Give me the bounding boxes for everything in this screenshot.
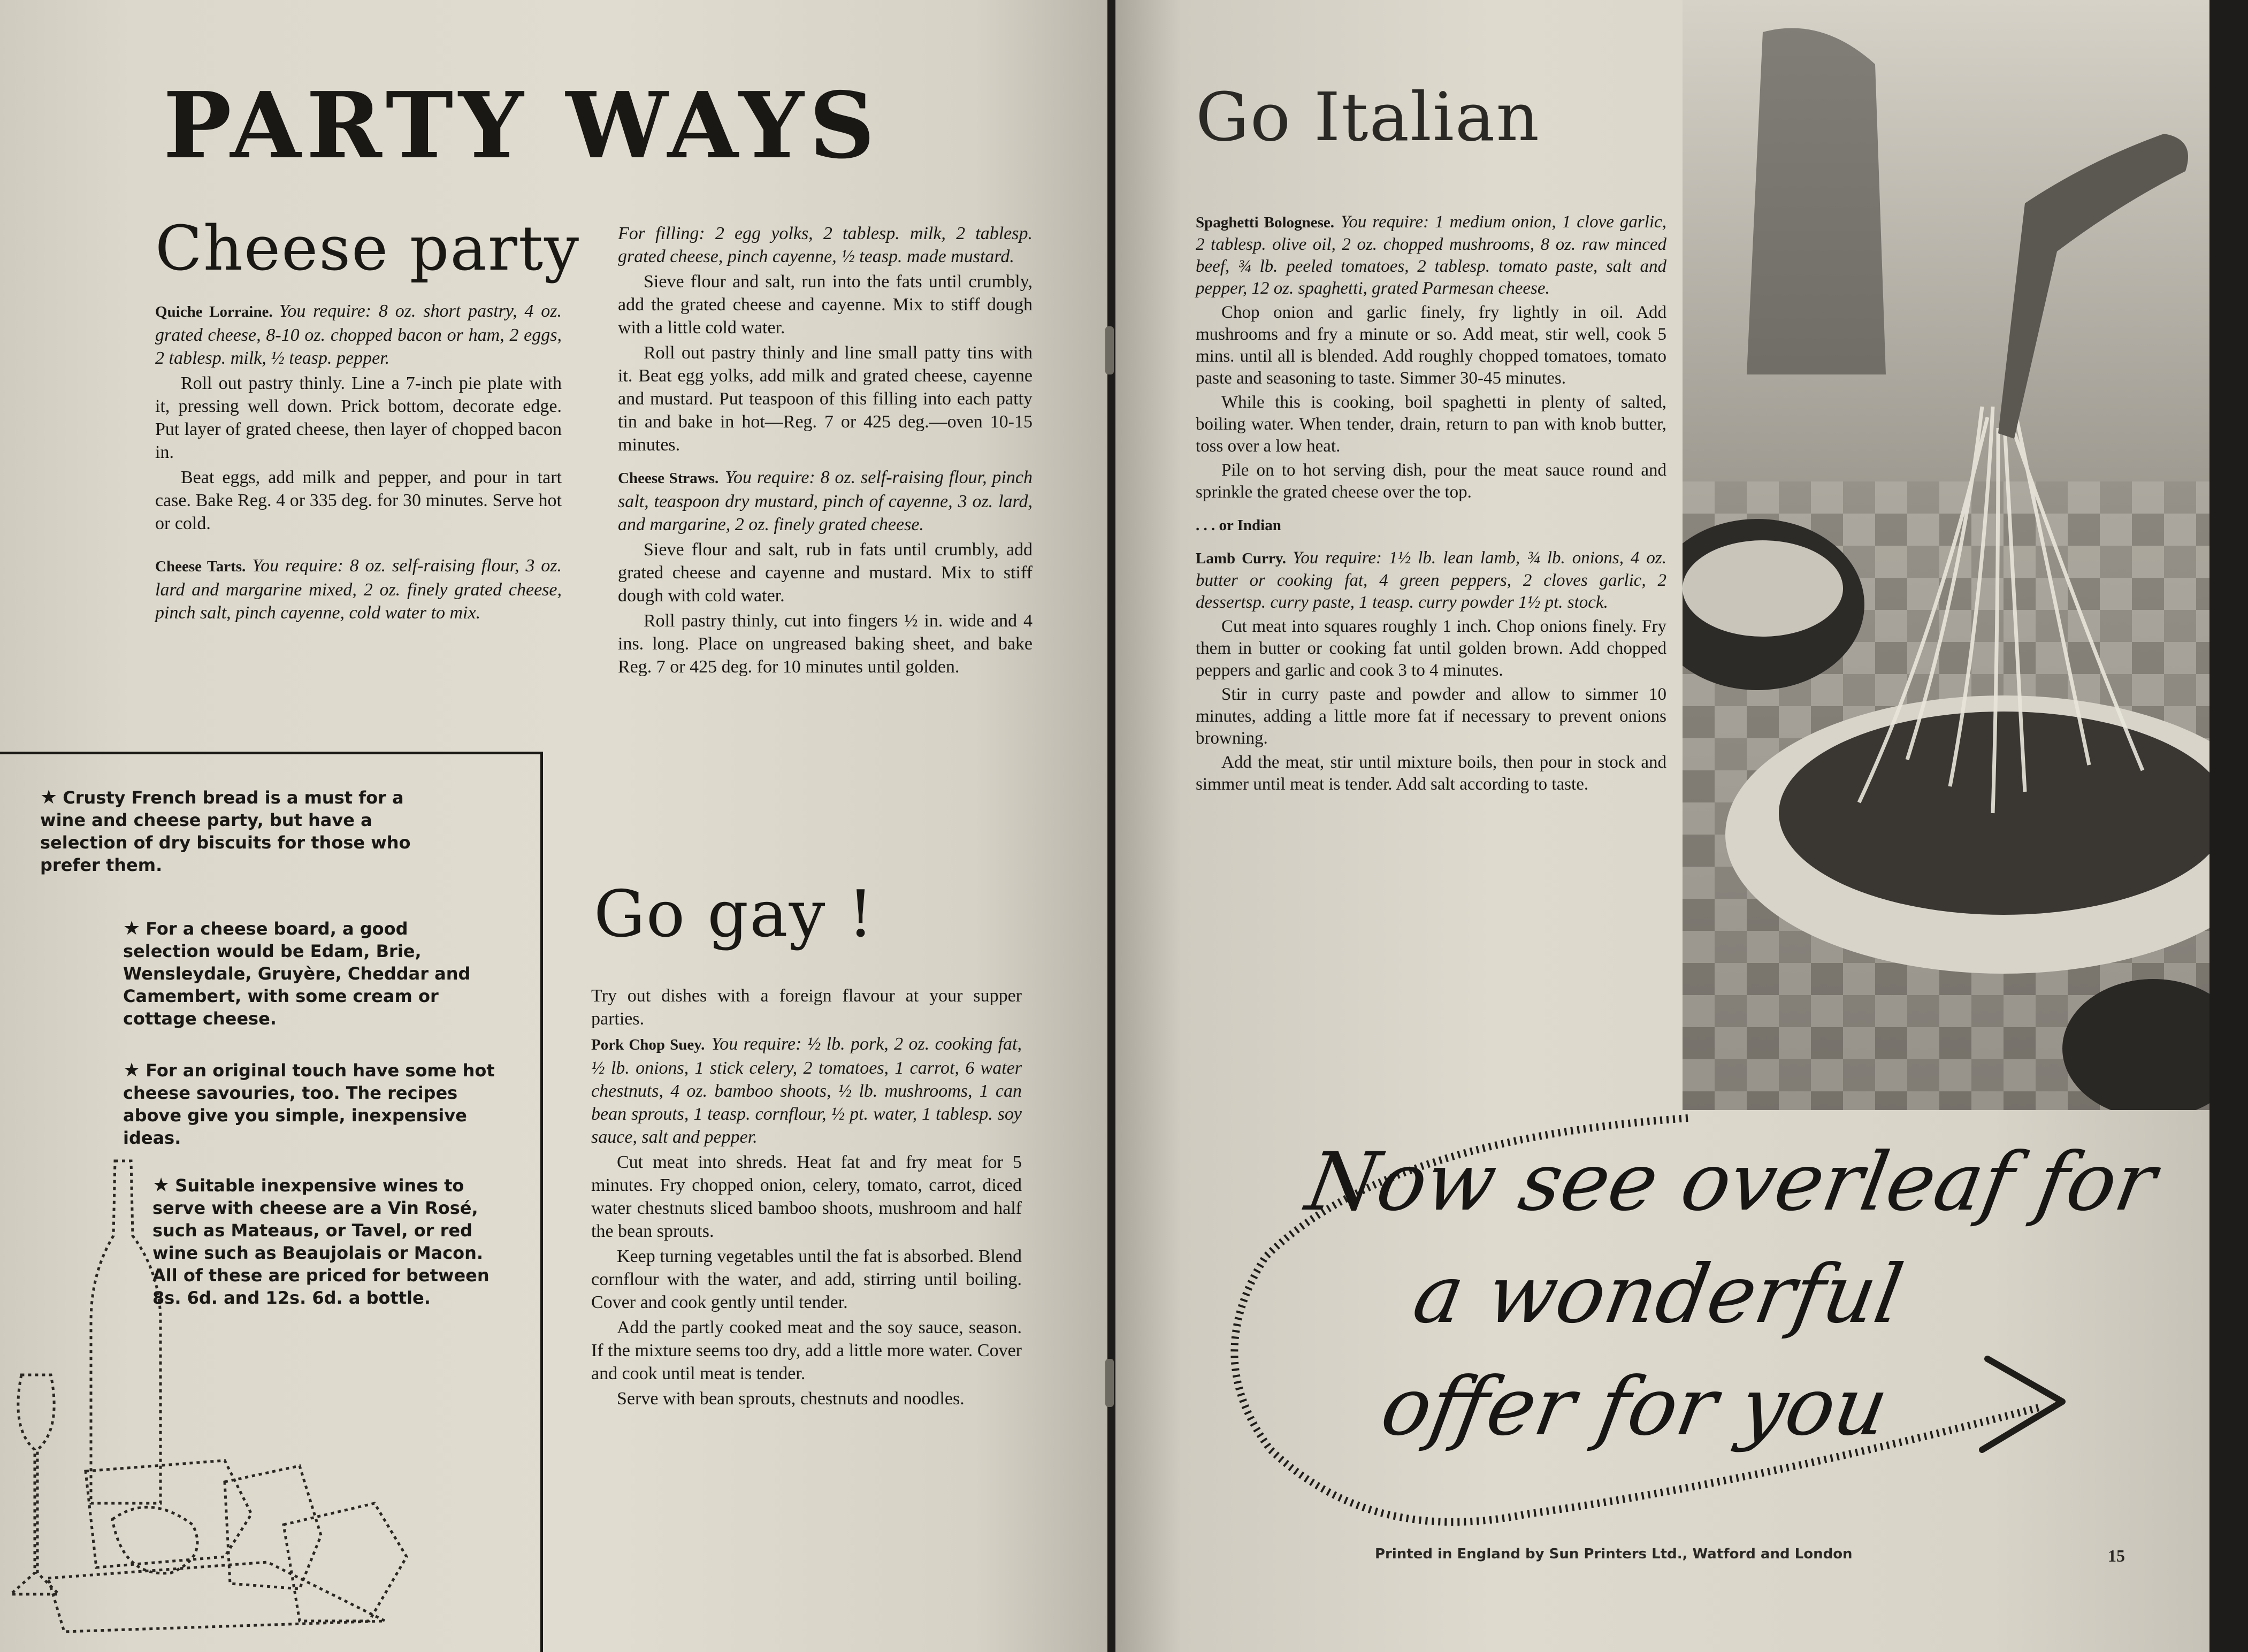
cheese-wine-illustration — [0, 1150, 481, 1642]
chop-suey-step-3: Add the partly cooked meat and the soy sauce, season. If the mixture seems too dry, add a little more water. Cover and cook until meat is tender. — [591, 1318, 1022, 1383]
chop-suey-step-2: Keep turning vegetables until the fat is absorbed. Blend cornflour with the water, and add, stirring until boiling. Cover and cook gently until tender. — [591, 1246, 1022, 1312]
quiche-name: Quiche Lorraine. — [155, 303, 273, 320]
left-page — [0, 0, 1107, 1652]
go-gay-column — [591, 984, 1022, 1412]
quiche-step-1: Roll out pastry thinly. Line a 7-inch pie plate with it, pressing well down. Prick bottom, decorate edge. Put layer of grated cheese, then layer of chopped bacon in. — [155, 373, 562, 462]
star-icon: ★ — [123, 1059, 141, 1081]
straws-step-1: Sieve flour and salt, rub in fats until crumbly, add grated cheese and cayenne and mustard. Mix to stiff dough with cold water. — [618, 540, 1033, 606]
right-page — [1115, 0, 2209, 1652]
tarts-name: Cheese Tarts. — [155, 558, 246, 575]
tarts-filling: For filling: 2 egg yolks, 2 tablesp. milk, 2 tablesp. grated cheese, pinch cayenne, ½ teasp. made mustard. — [618, 224, 1033, 266]
left-column-1 — [155, 300, 562, 626]
star-icon: ★ — [123, 917, 141, 939]
star-icon: ★ — [40, 786, 58, 808]
tip-4: ★ Suitable inexpensive wines to serve with cheese are a Vin Rosé, such as Mateaus, or Tavel, or red wine such as Beaujolais or Macon. All of these are priced for between 8s. 6d. and 12s. 6d. a bottle. — [152, 1174, 490, 1308]
quiche-step-2: Beat eggs, add milk and pepper, and pour in tart case. Bake Reg. 4 or 335 deg. for 30 minutes. Serve hot or cold. — [155, 468, 562, 533]
promo-line-1: Now see overleaf for — [1299, 1136, 2163, 1229]
chop-suey-require: You require: ½ lb. pork, 2 oz. cooking fat, ½ lb. onions, 1 stick celery, 2 tomatoes, 1 carrot, 6 water chestnuts, 4 oz. bamboo shoots, ½ lb. mushrooms, 1 can bean sprouts, 1 teasp. cornflour, ½ pt. water, 1 tablesp. soy sauce, salt and pepper. — [591, 1034, 1022, 1147]
italian-column — [1196, 211, 1666, 798]
tip-1: ★ Crusty French bread is a must for a wine and cheese party, but have a selection of dry biscuits for those who prefer them. — [40, 786, 411, 875]
spaghetti-require: You require: 1 medium onion, 1 clove garlic, 2 tablesp. olive oil, 2 oz. chopped mushrooms, 8 oz. raw minced beef, ¾ lb. peeled tomatoes, 2 tablesp. tomato paste, salt and pepper, 12 oz. spaghetti, grated Parmesan cheese. — [1196, 212, 1667, 298]
spaghetti-step-1: Chop onion and garlic finely, fry lightly in oil. Add mushrooms and fry a minute or so. Add meat, stir well, cook 5 mins. until all is blended. Add roughly chopped tomatoes, tomato paste and seasoning to taste. Simmer 30-45 minutes. — [1196, 303, 1666, 388]
star-icon: ★ — [152, 1174, 170, 1196]
straws-require: You require: 8 oz. self-raising flour, pinch salt, teaspoon dry mustard, pinch of cayenne, 3 oz. lard, and margarine, 2 oz. finely grated cheese. — [618, 468, 1033, 534]
curry-step-2: Stir in curry paste and powder and allow to simmer 10 minutes, adding a little more fat if necessary to prevent onions browning. — [1196, 685, 1666, 748]
spaghetti-photo — [1683, 0, 2209, 1110]
go-gay-intro: Try out dishes with a foreign flavour at your supper parties. — [591, 986, 1022, 1029]
promo-line-3: offer for you — [1374, 1360, 1895, 1454]
promo-line-2: a wonderful — [1406, 1248, 1910, 1341]
go-gay-heading: Go gay ! — [594, 877, 875, 952]
straws-name: Cheese Straws. — [618, 470, 719, 487]
page-title: PARTY WAYS — [163, 72, 881, 179]
cheese-party-heading: Cheese party — [155, 213, 580, 285]
printer-credit: Printed in England by Sun Printers Ltd., Watford and London — [1375, 1546, 1853, 1562]
curry-name: Lamb Curry. — [1196, 550, 1287, 567]
staple-bottom — [1105, 1359, 1114, 1407]
left-column-2 — [618, 222, 1033, 680]
chop-suey-name: Pork Chop Suey. — [591, 1036, 705, 1053]
quiche-require: You require: 8 oz. short pastry, 4 oz. grated cheese, 8-10 oz. chopped bacon or ham, 2 eggs, 2 tablesp. milk, ½ teasp. pepper. — [155, 301, 562, 368]
go-italian-heading: Go Italian — [1196, 79, 1540, 156]
staple-top — [1105, 326, 1114, 374]
curry-step-1: Cut meat into squares roughly 1 inch. Chop onions finely. Fry them in butter or cooking fat until golden brown. Add chopped peppers and garlic and cook 3 to 4 minutes. — [1196, 617, 1666, 680]
tarts-require: You require: 8 oz. self-raising flour, 3 oz. lard and margarine mixed, 2 oz. finely grated cheese, pinch salt, pinch cayenne, cold water to mix. — [155, 556, 562, 623]
chop-suey-step-1: Cut meat into shreds. Heat fat and fry meat for 5 minutes. Fry chopped onion, celery, tomato, carrot, diced water chestnuts sliced bamboo shoots, mushroom and half the bean sprouts. — [591, 1152, 1022, 1241]
indian-heading: . . . or Indian — [1196, 517, 1281, 534]
tip-2: ★ For a cheese board, a good selection would be Edam, Brie, Wensleydale, Gruyère, Cheddar and Camembert, with some cream or cottage cheese. — [123, 917, 471, 1029]
spaghetti-step-3: Pile on to hot serving dish, pour the meat sauce round and sprinkle the grated cheese over the top. — [1196, 461, 1666, 502]
chop-suey-step-4: Serve with bean sprouts, chestnuts and noodles. — [617, 1389, 965, 1409]
tarts-step-2: Roll out pastry thinly and line small patty tins with it. Beat egg yolks, add milk and grated cheese, cayenne and mustard. Put teaspoon of this filling into each patty tin and bake in hot—Reg. 7 or 425 deg.—oven 10-15 minutes. — [618, 343, 1033, 455]
curry-step-3: Add the meat, stir until mixture boils, then pour in stock and simmer until meat is tender. Add salt according to taste. — [1196, 753, 1666, 794]
page-number: 15 — [2108, 1546, 2125, 1565]
curry-require: You require: 1½ lb. lean lamb, ¾ lb. onions, 4 oz. butter or cooking fat, 4 green peppers, 2 cloves garlic, 2 dessertsp. curry paste, 1 teasp. curry powder 1½ pt. stock. — [1196, 548, 1666, 612]
tarts-step-1: Sieve flour and salt, run into the fats until crumbly, add the grated cheese and cayenne. Mix to stiff dough with a little cold water. — [618, 272, 1033, 338]
spaghetti-name: Spaghetti Bolognese. — [1196, 214, 1334, 231]
straws-step-2: Roll pastry thinly, cut into fingers ½ in. wide and 4 ins. long. Place on ungreased baking sheet, and bake Reg. 7 or 425 deg. for 10 minutes until golden. — [618, 611, 1033, 677]
tip-3: ★ For an original touch have some hot cheese savouries, too. The recipes above give you simple, inexpensive ideas. — [123, 1059, 495, 1148]
spaghetti-step-2: While this is cooking, boil spaghetti in plenty of salted, boiling water. When tender, drain, return to pan with knob butter, toss over a low heat. — [1196, 393, 1666, 456]
